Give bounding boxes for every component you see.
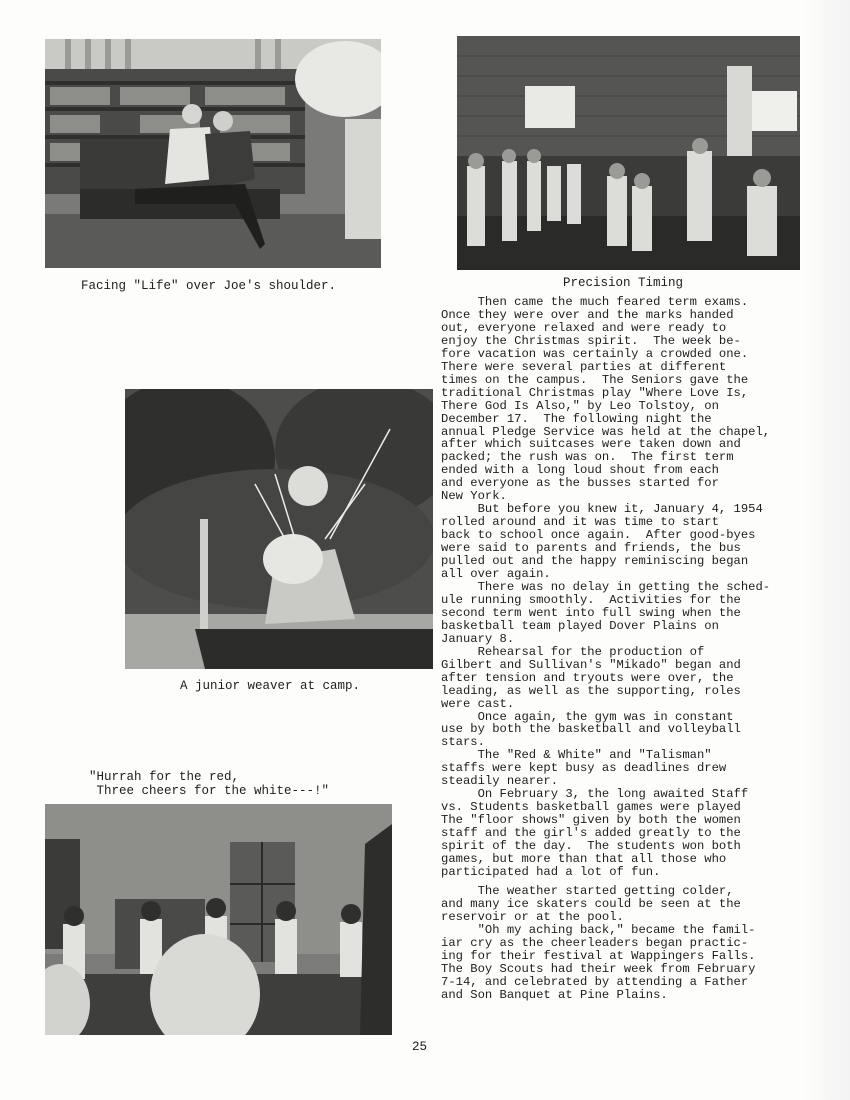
article-paragraph: On February 3, the long awaited Staff vs. Students basketball games were played The "floor shows" given by both the women staff and the girl's added greatly to the spirit of the day. The students won both games, but more than that all those who participated had a lot of fun.	[441, 787, 749, 879]
weaver-caption: A junior weaver at camp.	[180, 679, 361, 693]
article-paragraph: But before you knew it, January 4, 1954 rolled around and it was time to start back to school once again. After good-byes were said to parents and friends, the bus pulled out and the happy reminiscing began all over again.	[441, 502, 763, 582]
cheerleaders-photo	[45, 804, 392, 1035]
article-body	[441, 296, 811, 1001]
gym-photo	[457, 36, 800, 270]
article-paragraph: The "Red & White" and "Talisman" staffs were kept busy as deadlines drew steadily nearer.	[441, 748, 727, 789]
cheers-caption-line-2: Three cheers for the white---!"	[89, 784, 330, 798]
library-caption: Facing "Life" over Joe's shoulder.	[81, 279, 337, 293]
page-number: 25	[412, 1040, 428, 1054]
article-paragraph: "Oh my aching back," became the famil- iar cry as the cheerleaders began practic- ing for their festival at Wappingers Falls. The Boy Scouts had their week from February 7-14, and celebrated by attending a Father and Son Banquet at Pine Plains.	[441, 922, 756, 1002]
weaver-photo	[125, 389, 433, 669]
library-photo	[45, 39, 381, 268]
article-paragraph: Rehearsal for the production of Gilbert and Sullivan's "Mikado" began and after tension and tryouts were over, the leading, as well as the supporting, roles were cast.	[441, 644, 741, 711]
article-paragraph: There was no delay in getting the sched- ule running smoothly. Activities for the second term went into full swing when the basketball team played Dover Plains on January 8.	[441, 579, 771, 646]
gym-caption: Precision Timing	[563, 276, 684, 290]
article-paragraph: The weather started getting colder, and many ice skaters could be seen at the reservoir or at the pool.	[441, 883, 741, 924]
article-paragraph: Once again, the gym was in constant use by both the basketball and volleyball stars.	[441, 709, 741, 750]
article-paragraph: Then came the much feared term exams. Once they were over and the marks handed out, everyone relaxed and were ready to enjoy the Christmas spirit. The week be- fore vacation was certainly a crowded one. There were several parties at different times on the campus. The Seniors gave the traditional Christmas play "Where Love Is, There God Is Also," by Leo Tolstoy, on December 17. The following night the annual Pledge Service was held at the chapel, after which suitcases were taken down and packed; the rush was on. The first term ended with a long loud shout from each and everyone as the busses started for New York.	[441, 295, 771, 504]
cheers-caption-line-1: "Hurrah for the red,	[89, 770, 240, 784]
